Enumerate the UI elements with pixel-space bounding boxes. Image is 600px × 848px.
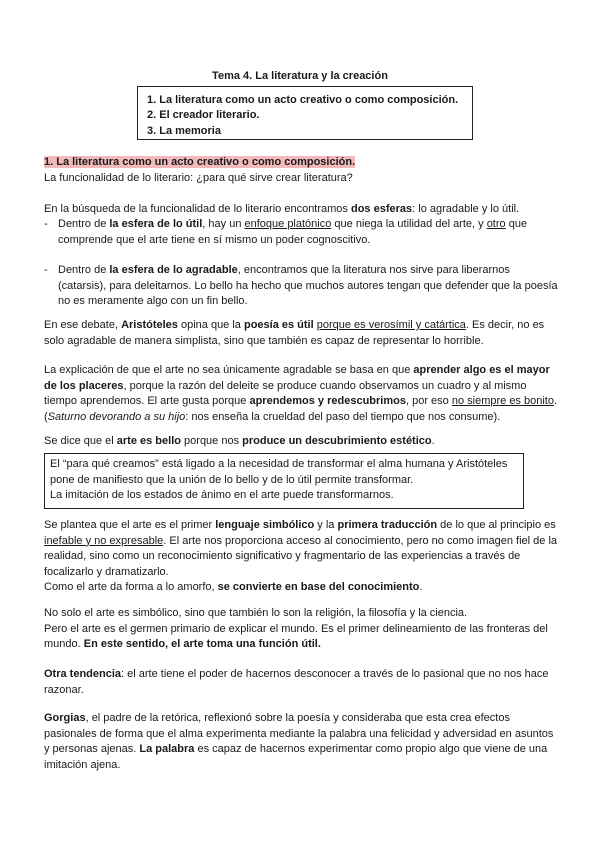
text-run: de lo que al principio es [437, 519, 556, 531]
underlined-text: porque es verosímil y catártica [316, 319, 466, 331]
text-run: : el arte tiene el poder de hacernos desconocer a través de lo pasional que no nos hace razonar. [44, 668, 549, 696]
bold-text: dos esferas [350, 203, 413, 215]
bold-text: se convierte en base del conocimiento [217, 581, 420, 594]
text-run: y la [314, 519, 338, 531]
text-run: . Es decir, no es solo agradable de manera simplista, sino que también es capaz de representar lo horrible. [44, 319, 545, 347]
text-run: . ( [44, 395, 558, 423]
bold-text: Aristóteles [121, 319, 178, 331]
text-run: , hay un [202, 218, 245, 230]
list-bullet: - [44, 218, 48, 230]
text-run: En ese debate, [44, 319, 122, 331]
list-bullet: - [44, 264, 48, 276]
section-heading: 1. La literatura como un acto creativo o como composición. [44, 156, 356, 168]
text-run: , el padre de la retórica, reflexionó sobre la poesía y consideraba que esta crea efectos pasionales de forma que el alma experimenta mediante la palabra una felicidad y adversidad en asuntos y personas ajenas. [44, 712, 554, 756]
highlight-box [44, 453, 524, 509]
text-run: porque nos [180, 435, 243, 447]
bello-paragraph [44, 434, 560, 450]
text-run: que comprende que el arte tiene en sí mismo un poder cognoscitivo. [58, 218, 528, 246]
text-run: , porque la razón del deleite se produce cuando observamos un cuadro y al mismo tiempo aprendemos. El arte gusta porque [44, 379, 527, 408]
bold-text: produce un descubrimiento estético [242, 435, 432, 447]
gorgias-paragraph [44, 711, 560, 773]
intro-paragraph: La funcionalidad de lo literario: ¿para qué sirve crear literatura? [44, 172, 353, 184]
section-heading-block [44, 155, 560, 171]
toc-item: 3. La memoria [147, 124, 221, 137]
text-run: Se dice que el [44, 435, 117, 447]
italic-text: Saturno devorando a su hijo [47, 410, 186, 423]
list-item-agradable [44, 263, 560, 310]
text-run: No solo el arte es simbólico, sino que también lo son la religión, la filosofía y la ciencia. [44, 607, 468, 619]
text-run: . [431, 435, 435, 447]
bold-text: aprender algo es el mayor de los placeres [44, 364, 550, 392]
text-run: Dentro de [58, 218, 110, 230]
text-run: Se plantea que el arte es el primer [44, 519, 216, 531]
esferas-paragraph [44, 202, 560, 218]
list-item-text [58, 263, 560, 310]
bold-text: primera traducción [337, 519, 438, 531]
text-run: . [419, 581, 423, 594]
box-text: La imitación de los estados de ánimo en el arte puede transformarnos. [50, 489, 394, 502]
toc-item: 1. La literatura como un acto creativo o como composición. [147, 94, 459, 106]
box-text: El “para qué creamos” está ligado a la necesidad de transformar el alma humana y Aristóteles pone de manifiesto que la unión de lo bello y de lo útil permite transformar. [50, 458, 508, 486]
text-run: , encontramos que la literatura nos sirve para liberarnos (catarsis), para deleitarnos. Lo bello ha hecho que muchos autores tengan que defender que la poesía no es meramente algo con un fin bello. [58, 264, 558, 308]
text-run: Pero el arte es el germen primario de explicar el mundo. Es el primer delineamiento de las fronteras del mundo. [44, 622, 548, 651]
text-run: : lo agradable y lo útil. [412, 203, 520, 215]
aristoteles-paragraph [44, 318, 560, 349]
page-title: Tema 4. La literatura y la creación [212, 70, 388, 82]
underlined-text: otro [486, 218, 506, 230]
bold-text: arte es bello [116, 435, 181, 447]
bold-text: La palabra [139, 743, 195, 756]
underlined-text: enfoque platónico [244, 218, 332, 230]
text-run: En la búsqueda de la funcionalidad de lo literario encontramos [44, 203, 351, 215]
bold-text: la esfera de lo útil [109, 218, 203, 230]
explicacion-paragraph [44, 363, 560, 425]
underlined-text: no siempre es bonito [451, 395, 554, 408]
toc-item: 2. El creador literario. [147, 109, 260, 122]
bold-text: Otra tendencia [44, 668, 122, 680]
bold-text: Gorgias [44, 712, 86, 724]
otra-tendencia-paragraph [44, 667, 560, 698]
text-run: : nos enseña la crueldad del paso del tiempo que nos consume). [185, 410, 501, 423]
bold-text: poesía es útil [243, 319, 314, 331]
bold-text: lenguaje simbólico [215, 519, 315, 531]
bold-text: En este sentido, el arte toma una función útil. [83, 638, 321, 651]
table-of-contents [137, 86, 473, 140]
text-run: Como el arte da forma a lo amorfo, [44, 581, 218, 594]
religion-paragraph [44, 606, 560, 653]
list-item-text [58, 217, 560, 248]
text-run: . El arte nos proporciona acceso al conocimiento, pero no como imagen fiel de la realidad, sino como un reconocimiento significativo y fragmentario de las experiencias a través de focalizarlo y dramatizarlo. [44, 534, 558, 578]
bold-text: aprendemos y redescubrimos [249, 395, 406, 408]
text-run: es capaz de hacernos experimentar como propio algo que viene de una imitación ajena. [44, 743, 548, 771]
text-run: que niega la utilidad del arte, y [331, 218, 487, 230]
text-run: La explicación de que el arte no sea únicamente agradable se basa en que [44, 364, 414, 376]
simbolico-paragraph [44, 518, 560, 596]
bold-text: la esfera de lo agradable [109, 264, 238, 276]
underlined-text: inefable y no expresable [44, 534, 164, 547]
text-run: , por eso [405, 395, 452, 408]
list-item-util [44, 217, 560, 248]
text-run: opina que la [177, 319, 244, 331]
text-run: Dentro de [58, 264, 110, 276]
